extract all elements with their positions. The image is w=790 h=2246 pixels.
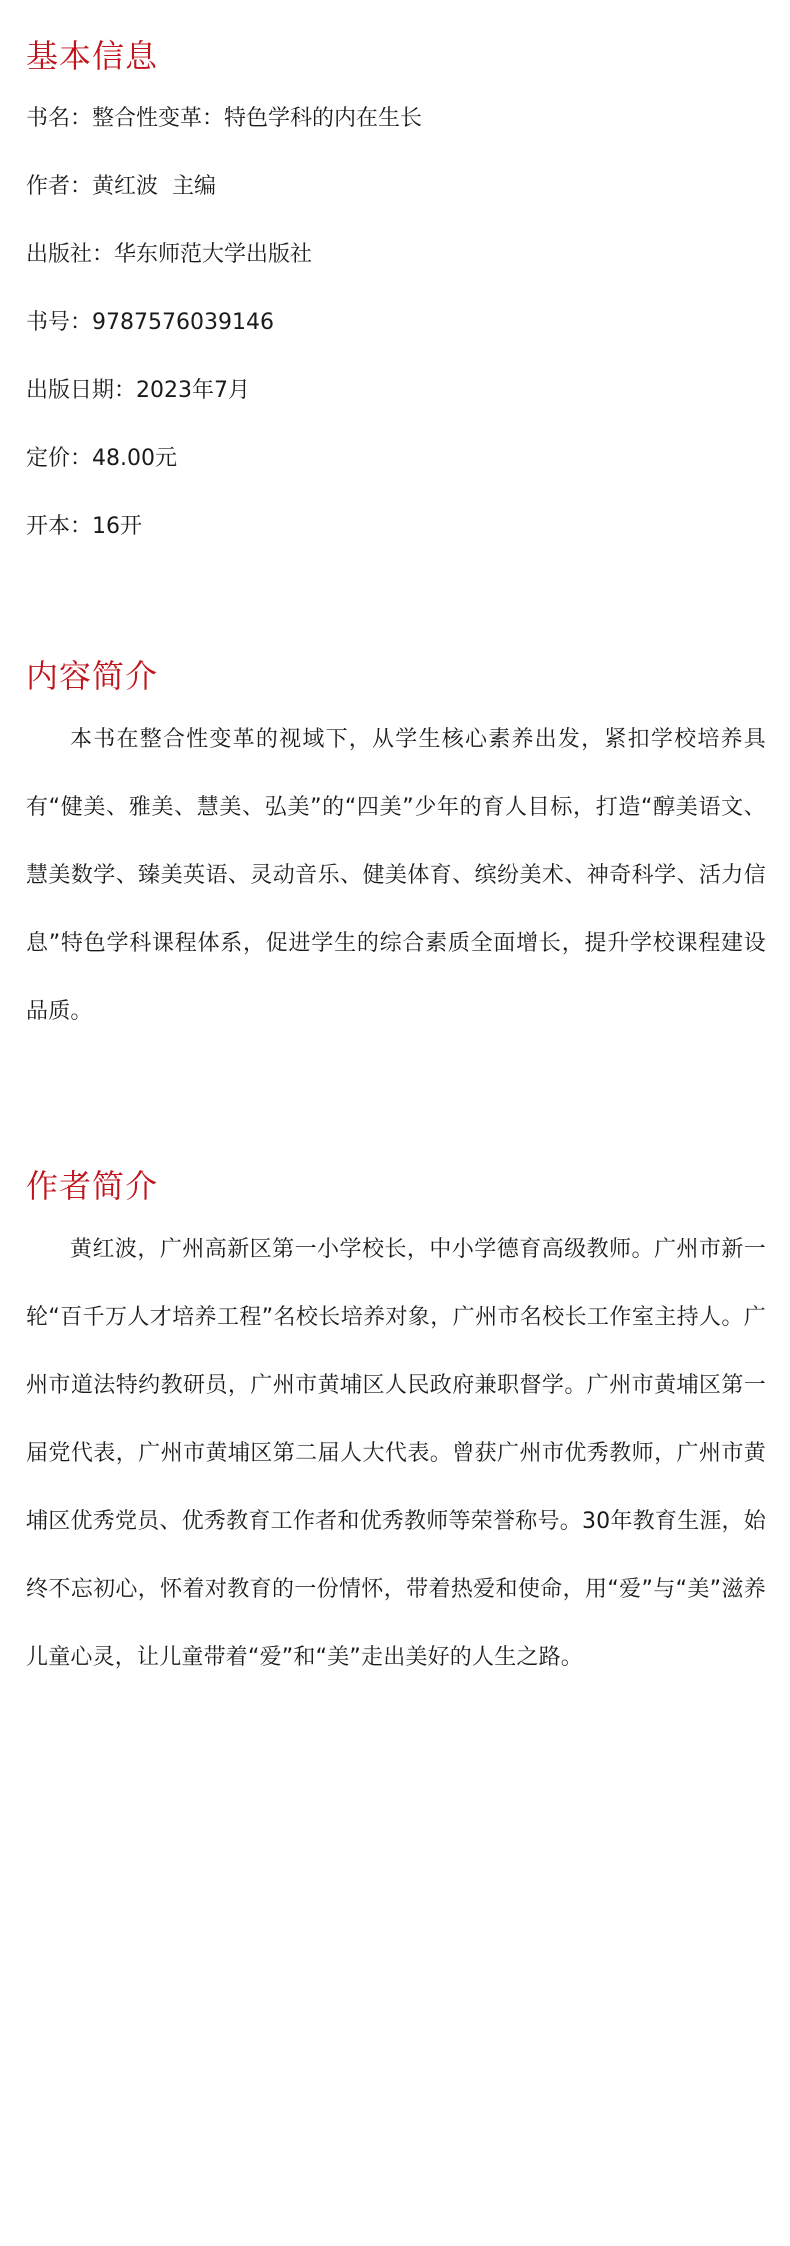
author-intro-paragraph: 黄红波，广州高新区第一小学校长，中小学德育高级教师。广州市新一轮“百千万人才培养工程”名校长培养对象，广州市名校长工作室主持人。广州市道法特约教研员，广州市黄埔区人民政府兼职督学。广州市黄埔区第一届党代表，广州市黄埔区第二届人大代表。曾获广州市优秀教师，广州市黄埔区优秀党员、优秀教育工作者和优秀教师等荣誉称号。30年教育生涯，始终不忘初心，怀着对教育的一份情怀，带着热爱和使命，用“爱”与“美”滋养儿童心灵，让儿童带着“爱”和“美”走出美好的人生之路。 (26, 1237, 766, 1670)
info-row-isbn (26, 312, 766, 380)
info-label: 定价： (26, 446, 93, 471)
info-row-format (26, 516, 766, 584)
info-value: 16开 (92, 514, 143, 539)
info-row-title (26, 108, 766, 176)
info-value: 9787576039146 (92, 310, 274, 335)
basic-info-list (26, 108, 766, 584)
info-label: 出版社： (26, 242, 115, 267)
info-value: 2023年7月 (136, 378, 251, 403)
info-label: 书名： (26, 106, 93, 131)
info-row-author (26, 176, 766, 244)
basic-info-heading: 基本信息 (26, 37, 159, 75)
author-intro-heading: 作者简介 (26, 1167, 159, 1205)
info-value: 华东师范大学出版社 (114, 242, 313, 267)
info-row-price (26, 448, 766, 516)
content-intro-paragraph: 本书在整合性变革的视域下，从学生核心素养出发，紧扣学校培养具有“健美、雅美、慧美、弘美”的“四美”少年的育人目标，打造“醇美语文、慧美数学、臻美英语、灵动音乐、健美体育、缤纷美术、神奇科学、活力信息”特色学科课程体系，促进学生的综合素质全面增长，提升学校课程建设品质。 (26, 727, 766, 1024)
info-value: 整合性变革：特色学科的内在生长 (92, 106, 423, 131)
info-label: 开本： (26, 514, 93, 539)
info-row-publish-date (26, 380, 766, 448)
info-value: 黄红波 主编 (92, 174, 217, 199)
info-label: 作者： (26, 174, 93, 199)
info-value: 48.00元 (92, 446, 177, 471)
author-intro-section (26, 1167, 766, 1692)
info-row-publisher (26, 244, 766, 312)
content-intro-heading: 内容简介 (26, 657, 159, 695)
info-label: 书号： (26, 310, 93, 335)
content-intro-section (26, 657, 766, 1046)
basic-info-section (26, 0, 766, 584)
info-label: 出版日期： (26, 378, 137, 403)
